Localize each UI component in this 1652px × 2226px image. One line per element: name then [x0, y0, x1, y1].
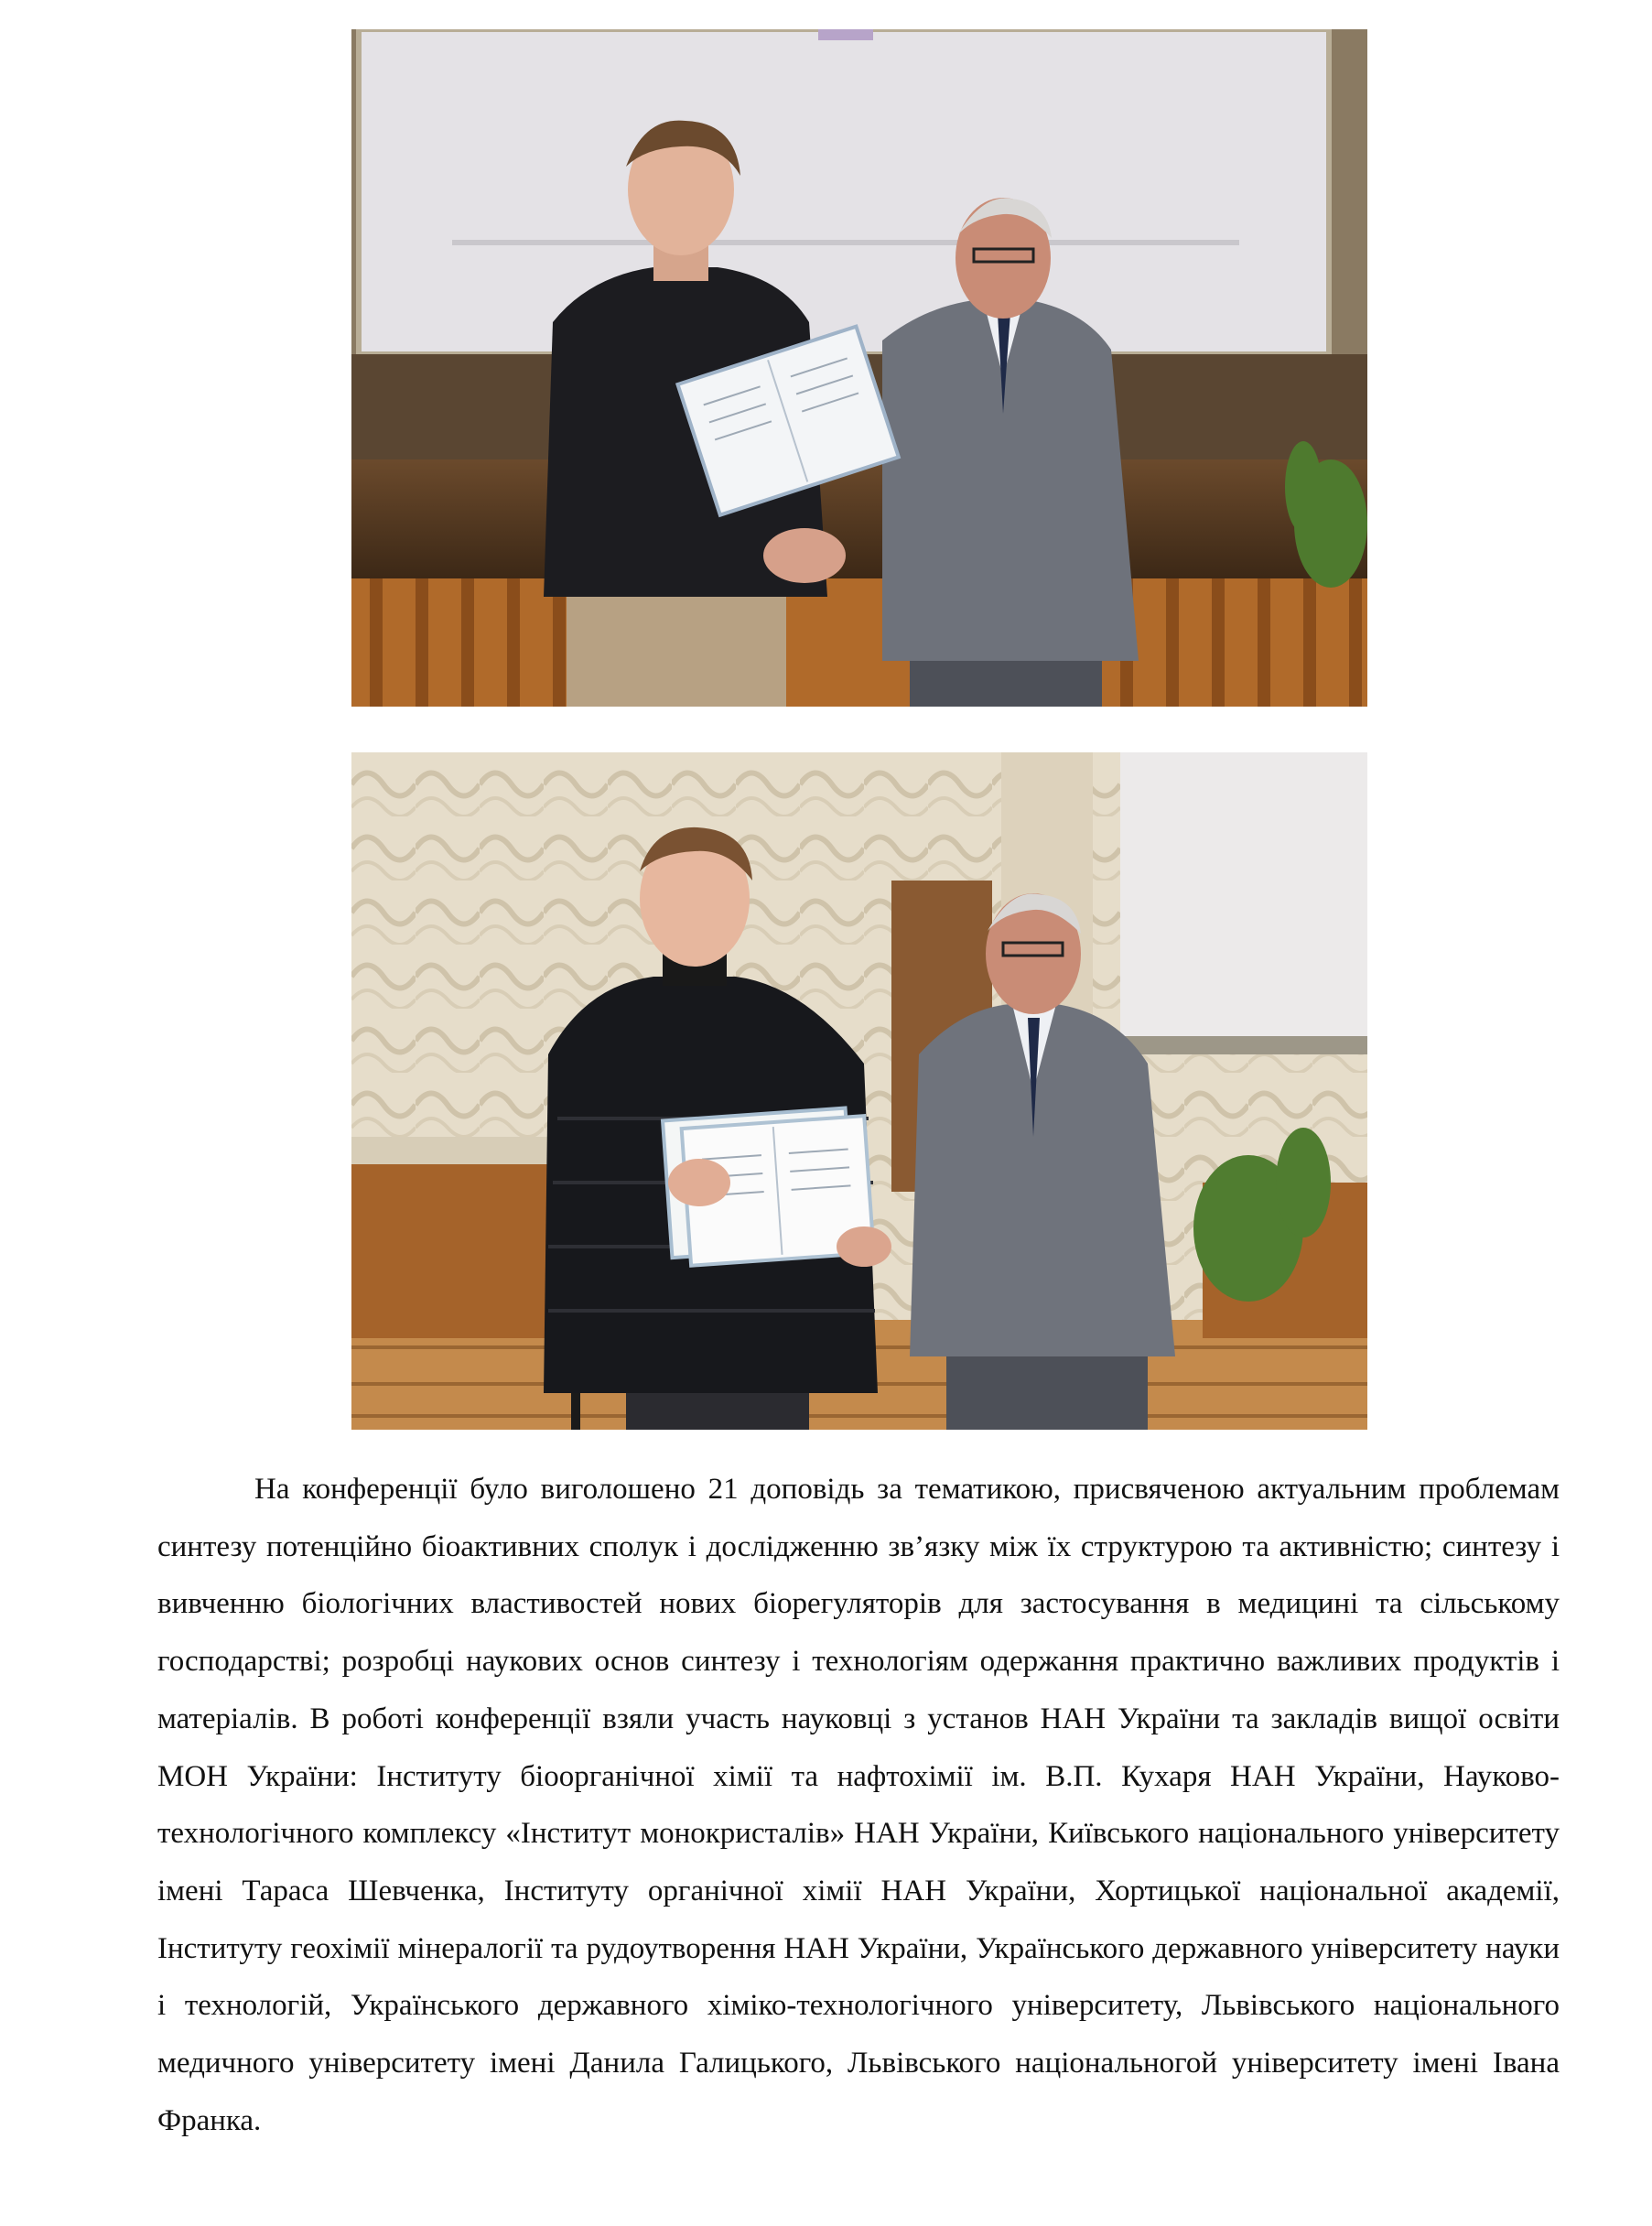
ceremony-photo-2-image [351, 752, 1367, 1430]
ceremony-photo-1 [351, 29, 1367, 707]
ceremony-photo-2 [351, 752, 1367, 1430]
conference-report-paragraph: На конференції було виголошено 21 доповідь за тематикою, присвяченою актуальним проблемам синтезу потенційно біоактивних сполук і дослідженню зв’язку між їх структурою та активністю; синтезу і вивченню біологічних властивостей нових біорегуляторів для застосування в медицині та сільському господарстві; розробці наукових основ синтезу і технологіям одержання практично важливих продуктів і матеріалів. В роботі конференції взяли участь науковці з установ НАН України та закладів вищої освіти МОН України: Інституту біоорганічної хімії та нафтохімії ім. В.П. Кухаря НАН України, Науково-технологічного комплексу «Інститут монокристалів» НАН України, Київського національного університету імені Тараса Шевченка, Інституту органічної хімії НАН України, Хортицької національної академії, Інституту геохімії мінералогії та рудоутворення НАН України, Українського державного університету науки і технологій, Українського державного хіміко-технологічного університету, Львівського національного медичного університету імені Данила Галицького, Львівського національногой університету імені Івана Франка. [157, 1473, 1560, 2137]
ceremony-photo-1-image [351, 29, 1367, 707]
